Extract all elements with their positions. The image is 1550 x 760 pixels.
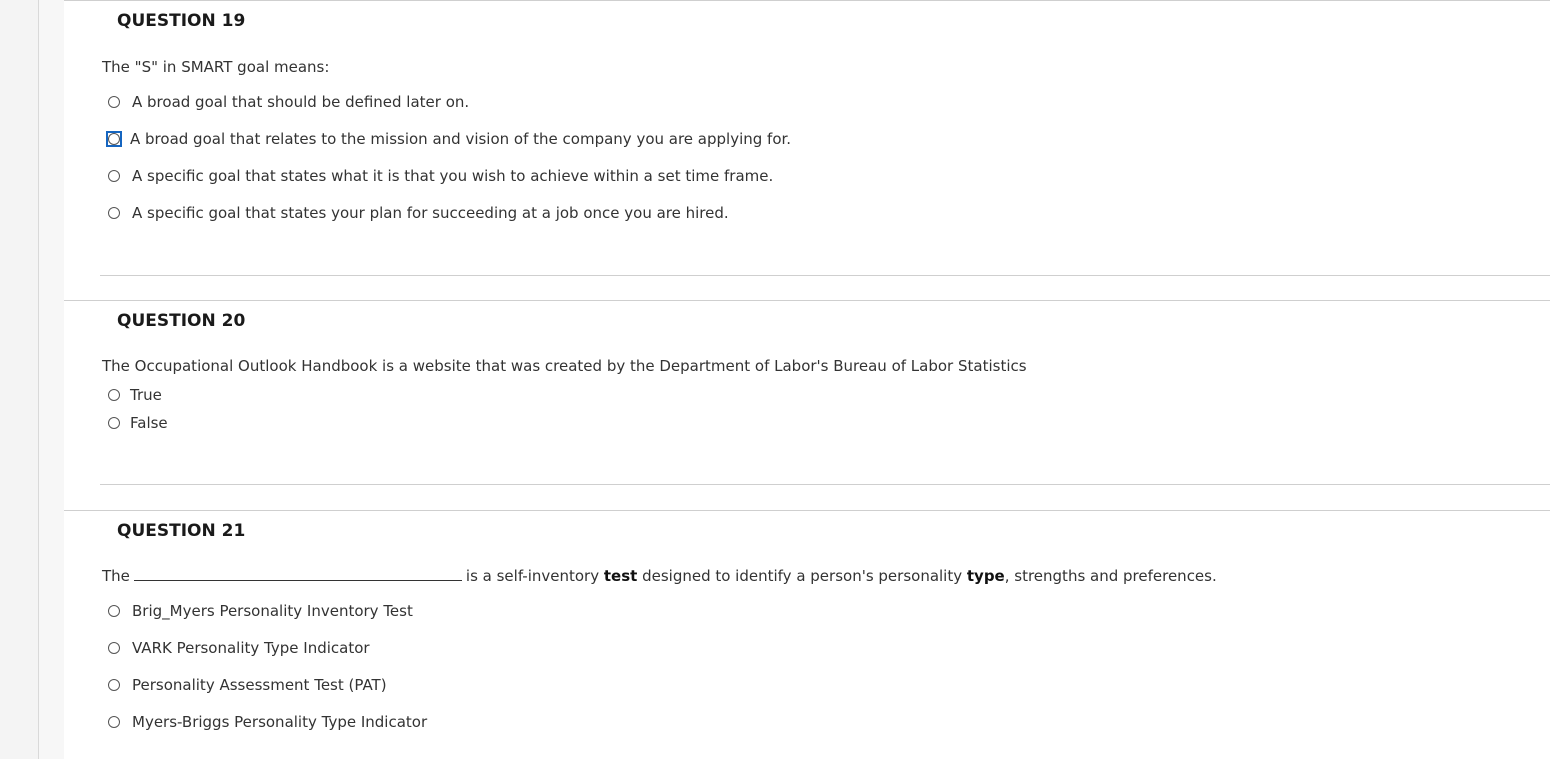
question-21 — [64, 510, 1550, 760]
question-prompt — [102, 567, 1217, 585]
option-label: A broad goal that relates to the mission and vision of the company you are applying for. — [130, 130, 792, 148]
option-label: A broad goal that should be defined later on. — [132, 93, 470, 111]
radio-button[interactable] — [108, 133, 120, 145]
answer-option-focused[interactable] — [108, 130, 791, 148]
radio-button[interactable] — [108, 679, 120, 691]
prompt-text: designed to identify a person's personality — [637, 567, 967, 585]
option-label: True — [130, 386, 162, 404]
prompt-text: is a self-inventory — [465, 567, 604, 585]
answer-option[interactable] — [108, 93, 469, 111]
question-divider — [100, 484, 1550, 485]
question-20 — [64, 300, 1550, 511]
option-label: VARK Personality Type Indicator — [132, 639, 370, 657]
question-19 — [64, 0, 1550, 301]
prompt-start: The — [102, 567, 130, 585]
question-title: QUESTION 21 — [117, 521, 246, 541]
radio-button[interactable] — [108, 605, 120, 617]
answer-option-false[interactable] — [108, 414, 168, 432]
radio-button[interactable] — [108, 716, 120, 728]
prompt-end: , strengths and preferences. — [1004, 567, 1217, 585]
option-label: Myers-Briggs Personality Type Indicator — [132, 713, 428, 731]
answer-option[interactable] — [108, 639, 370, 657]
option-label: Brig_Myers Personality Inventory Test — [132, 602, 413, 620]
radio-focus-ring[interactable] — [106, 131, 122, 147]
option-label: A specific goal that states your plan for succeeding at a job once you are hired. — [132, 204, 729, 222]
question-prompt: The Occupational Outlook Handbook is a website that was created by the Department of Labor's Bureau of Labor Statistics — [102, 357, 1027, 375]
answer-option[interactable] — [108, 204, 729, 222]
radio-button[interactable] — [108, 389, 120, 401]
answer-option[interactable] — [108, 167, 773, 185]
option-label: A specific goal that states what it is that you wish to achieve within a set time frame. — [132, 167, 774, 185]
answer-option-true[interactable] — [108, 386, 162, 404]
question-title: QUESTION 19 — [117, 11, 246, 31]
prompt-bold: type — [966, 567, 1005, 585]
radio-button[interactable] — [108, 417, 120, 429]
question-title: QUESTION 20 — [117, 311, 246, 331]
radio-button[interactable] — [108, 96, 120, 108]
option-label: Personality Assessment Test (PAT) — [132, 676, 387, 694]
option-label: False — [130, 414, 168, 432]
answer-option[interactable] — [108, 713, 427, 731]
question-divider — [100, 275, 1550, 276]
radio-button[interactable] — [108, 642, 120, 654]
prompt-bold: test — [603, 567, 638, 585]
answer-option[interactable] — [108, 602, 413, 620]
fill-in-blank — [134, 568, 462, 581]
question-prompt: The "S" in SMART goal means: — [102, 58, 330, 76]
answer-option[interactable] — [108, 676, 387, 694]
page-margin — [39, 0, 64, 759]
left-gutter — [0, 0, 39, 759]
radio-button[interactable] — [108, 207, 120, 219]
radio-button[interactable] — [108, 170, 120, 182]
